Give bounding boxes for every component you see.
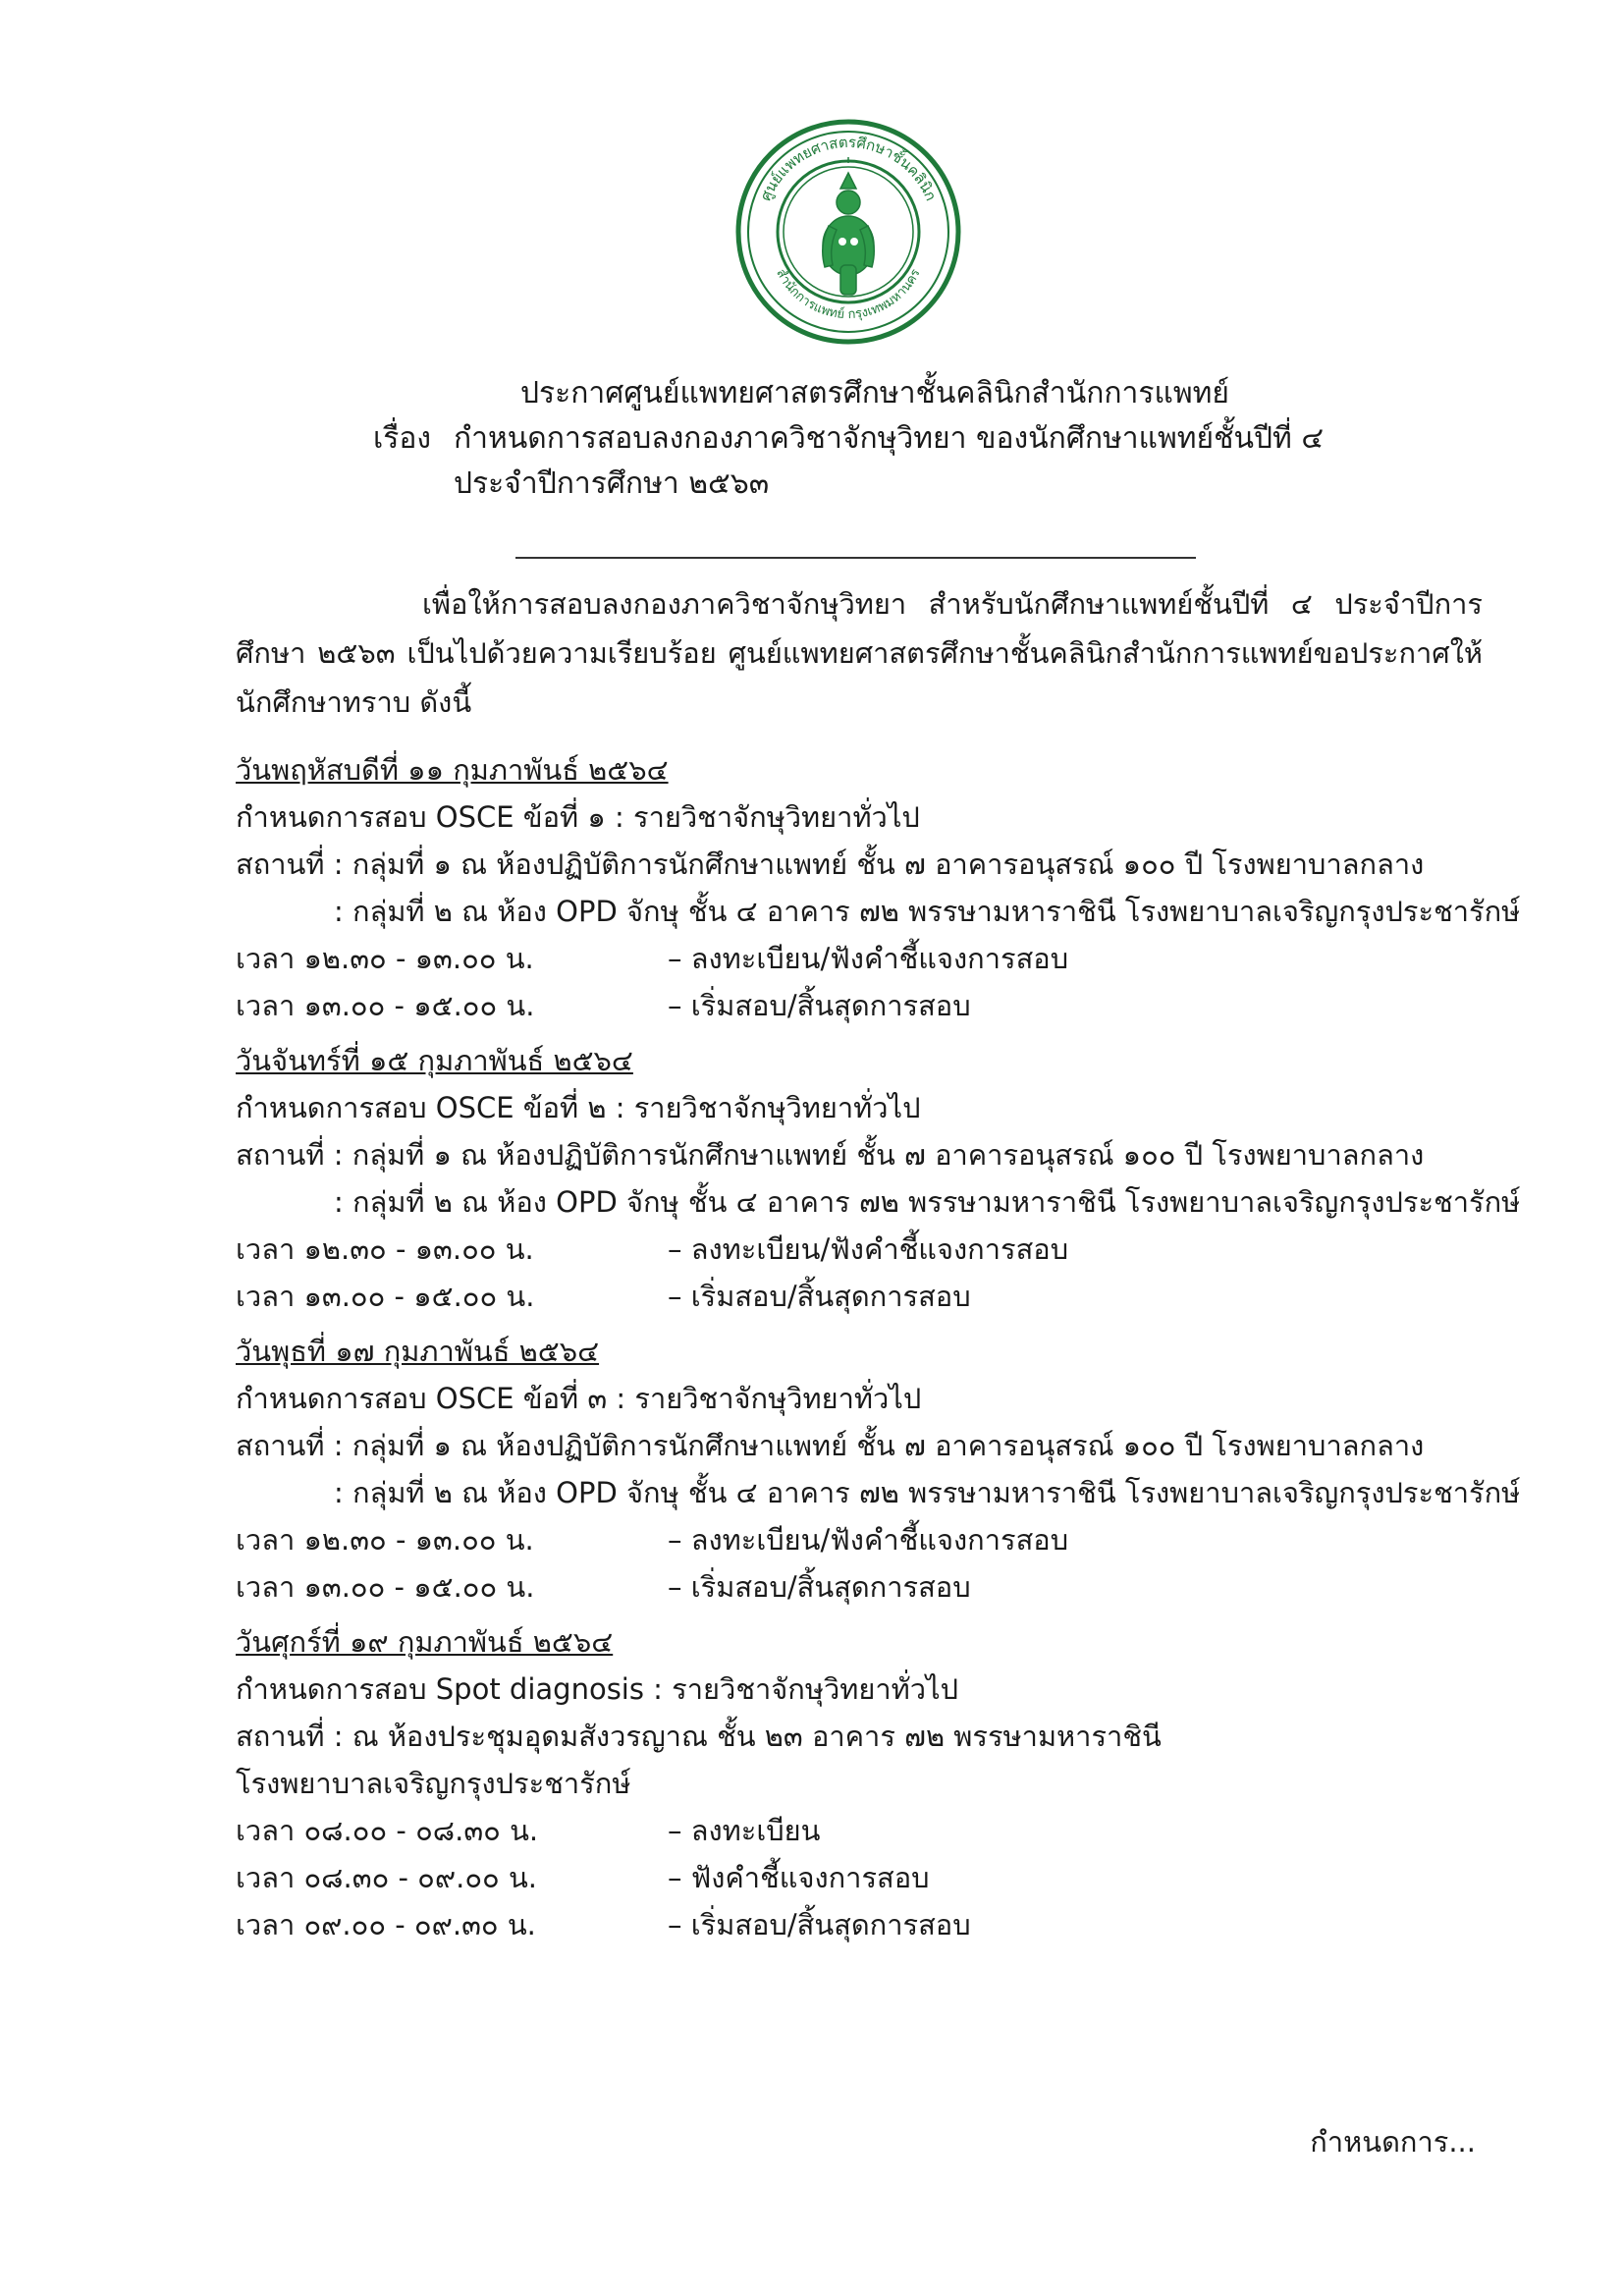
time-row — [236, 982, 1512, 1029]
subject-text: กำหนดการสอบลงกองภาควิชาจักษุวิทยา ของนักศึกษาแพทย์ชั้นปีที่ ๔ — [454, 421, 1325, 456]
time-range: เวลา ๑๒.๓๐ - ๑๓.๐๐ น. — [236, 942, 534, 975]
time-row — [236, 1273, 1512, 1320]
schedule-sections — [236, 746, 1521, 1956]
announcement-subject — [373, 416, 1355, 462]
subject-label: เรื่อง — [373, 421, 432, 456]
continuation-text: กำหนดการ... — [1310, 2125, 1476, 2159]
time-row — [236, 1516, 1512, 1563]
section-date: วันพุธที่ ๑๗ กุมภาพันธ์ ๒๕๖๔ — [236, 1335, 600, 1368]
time-activity: – เริ่มสอบ/สิ้นสุดการสอบ — [668, 1280, 971, 1313]
section-exam: กำหนดการสอบ OSCE ข้อที่ ๑ : รายวิชาจักษุวิทยาทั่วไป — [236, 800, 920, 834]
time-row — [236, 1901, 1512, 1948]
schedule-section — [236, 1618, 1512, 1948]
time-activity: – ลงทะเบียน/ฟังคำชี้แจงการสอบ — [668, 1523, 1069, 1557]
time-row — [236, 1807, 1512, 1854]
section-location: สถานที่ : กลุ่มที่ ๑ ณ ห้องปฏิบัติการนักศึกษาแพทย์ ชั้น ๗ อาคารอนุสรณ์ ๑๐๐ ปี โรงพยาบาลกลาง — [236, 1138, 1425, 1172]
intro-paragraph: เพื่อให้การสอบลงกองภาควิชาจักษุวิทยา สำหรับนักศึกษาแพทย์ชั้นปีที่ ๔ ประจำปีการศึกษา ๒๕๖๓ เป็นไปด้วยความเรียบร้อย ศูนย์แพทยศาสตรศึกษาชั้นคลินิกสำนักการแพทย์ขอประกาศให้นักศึกษาทราบ ดังนี้ — [236, 587, 1483, 719]
section-date: วันจันทร์ที่ ๑๕ กุมภาพันธ์ ๒๕๖๔ — [236, 1044, 633, 1077]
section-date: วันพฤหัสบดีที่ ๑๑ กุมภาพันธ์ ๒๕๖๔ — [236, 753, 669, 787]
section-date: วันศุกร์ที่ ๑๙ กุมภาพันธ์ ๒๕๖๔ — [236, 1625, 614, 1659]
section-location: สถานที่ : กลุ่มที่ ๑ ณ ห้องปฏิบัติการนักศึกษาแพทย์ ชั้น ๗ อาคารอนุสรณ์ ๑๐๐ ปี โรงพยาบาลกลาง — [236, 1429, 1425, 1462]
time-activity: – ลงทะเบียน — [668, 1814, 821, 1847]
announcement-title: ประกาศศูนย์แพทยศาสตรศึกษาชั้นคลินิกสำนักการแพทย์ — [520, 376, 1229, 410]
time-range: เวลา ๑๒.๓๐ - ๑๓.๐๐ น. — [236, 1523, 534, 1557]
section-exam: กำหนดการสอบ Spot diagnosis : รายวิชาจักษุวิทยาทั่วไป — [236, 1672, 959, 1706]
section-location: สถานที่ : ณ ห้องประชุมอุดมสังวรญาณ ชั้น ๒๓ อาคาร ๗๒ พรรษามหาราชินี — [236, 1720, 1162, 1753]
time-range: เวลา ๑๒.๓๐ - ๑๓.๐๐ น. — [236, 1232, 534, 1266]
seal-top-text: ศูนย์แพทยศาสตรศึกษาชั้นคลินิก — [756, 133, 941, 204]
schedule-section — [236, 1037, 1521, 1320]
subject-line-2: ประจำปีการศึกษา ๒๕๖๓ — [454, 466, 770, 501]
section-location-2: : กลุ่มที่ ๒ ณ ห้อง OPD จักษุ ชั้น ๔ อาคาร ๗๒ พรรษามหาราชินี โรงพยาบาลเจริญกรุงประชารักษ์ — [334, 1476, 1521, 1509]
time-row — [236, 1226, 1512, 1273]
announcement-header — [373, 371, 1355, 507]
seal-bottom-text: สำนักการแพทย์ กรุงเทพมหานคร — [773, 266, 924, 323]
section-exam: กำหนดการสอบ OSCE ข้อที่ ๓ : รายวิชาจักษุวิทยาทั่วไป — [236, 1382, 922, 1415]
time-range: เวลา ๐๘.๐๐ - ๐๘.๓๐ น. — [236, 1814, 539, 1847]
intro-block — [236, 579, 1483, 727]
time-range: เวลา ๑๓.๐๐ - ๑๕.๐๐ น. — [236, 989, 535, 1022]
time-row — [236, 1563, 1512, 1611]
time-activity: – เริ่มสอบ/สิ้นสุดการสอบ — [668, 1570, 971, 1604]
time-range: เวลา ๐๙.๐๐ - ๐๙.๓๐ น. — [236, 1908, 536, 1941]
time-activity: – เริ่มสอบ/สิ้นสุดการสอบ — [668, 989, 971, 1022]
section-exam: กำหนดการสอบ OSCE ข้อที่ ๒ : รายวิชาจักษุวิทยาทั่วไป — [236, 1091, 921, 1124]
schedule-section — [236, 1328, 1521, 1611]
time-activity: – ลงทะเบียน/ฟังคำชี้แจงการสอบ — [668, 942, 1069, 975]
schedule-section — [236, 746, 1521, 1029]
time-range: เวลา ๑๓.๐๐ - ๑๕.๐๐ น. — [236, 1280, 535, 1313]
time-range: เวลา ๑๓.๐๐ - ๑๕.๐๐ น. — [236, 1570, 535, 1604]
time-activity: – เริ่มสอบ/สิ้นสุดการสอบ — [668, 1908, 971, 1941]
section-location-2: โรงพยาบาลเจริญกรุงประชารักษ์ — [236, 1767, 631, 1800]
header-divider — [515, 557, 1196, 559]
time-row — [236, 1854, 1512, 1901]
time-activity: – ฟังคำชี้แจงการสอบ — [668, 1861, 930, 1894]
organization-seal — [734, 118, 962, 346]
section-location-2: : กลุ่มที่ ๒ ณ ห้อง OPD จักษุ ชั้น ๔ อาคาร ๗๒ พรรษามหาราชินี โรงพยาบาลเจริญกรุงประชารักษ์ — [334, 895, 1521, 928]
time-row — [236, 935, 1512, 982]
time-activity: – ลงทะเบียน/ฟังคำชี้แจงการสอบ — [668, 1232, 1069, 1266]
section-location-2: : กลุ่มที่ ๒ ณ ห้อง OPD จักษุ ชั้น ๔ อาคาร ๗๒ พรรษามหาราชินี โรงพยาบาลเจริญกรุงประชารักษ์ — [334, 1185, 1521, 1219]
section-location: สถานที่ : กลุ่มที่ ๑ ณ ห้องปฏิบัติการนักศึกษาแพทย์ ชั้น ๗ อาคารอนุสรณ์ ๑๐๐ ปี โรงพยาบาลกลาง — [236, 847, 1425, 881]
time-range: เวลา ๐๘.๓๐ - ๐๙.๐๐ น. — [236, 1861, 538, 1894]
